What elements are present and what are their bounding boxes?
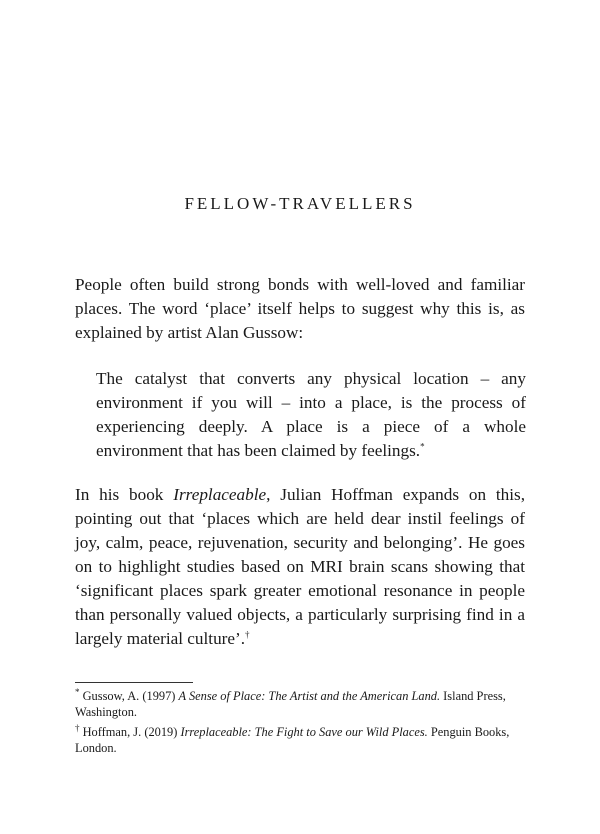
quote-text: The catalyst that converts any physical location – any environment if you will – into a place, is the process of experiencing deeply. A place is a piece of a whole environment that has been claimed by feelings. <box>96 369 526 460</box>
footnote-2 <box>75 724 527 756</box>
footnotes <box>75 688 527 758</box>
footnote-work: A Sense of Place: The Artist and the American Land. <box>178 689 441 703</box>
footnote-author: Hoffman, J. (2019) <box>79 725 181 739</box>
footnote-mark: * <box>75 686 80 697</box>
footnote-author: Gussow, A. (1997) <box>79 689 179 703</box>
book-title: Irreplaceable <box>173 485 267 504</box>
footnote-publisher: Island Press, Washington. <box>75 689 506 719</box>
body-paragraph-2 <box>75 483 525 651</box>
footnote-ref-dagger: † <box>245 629 250 640</box>
footnote-divider <box>75 682 193 683</box>
para2-rest: , Julian Hoffman expands on this, pointing out that ‘places which are held dear instil feelings of joy, calm, peace, rejuvenation, security and belonging’. He goes on to highlight studies based on MRI brain scans showing that ‘significant places spark greater emotional resonance in people than personally valued objects, a particularly surprising find in a largely material culture’. <box>75 485 525 648</box>
footnote-ref-asterisk: * <box>420 441 425 452</box>
body-paragraph-1: People often build strong bonds with well-loved and familiar places. The word ‘place’ itself helps to suggest why this is, as explained by artist Alan Gussow: <box>75 275 525 342</box>
footnote-1 <box>75 688 527 720</box>
footnote-work: Irreplaceable: The Fight to Save our Wild Places. <box>180 725 428 739</box>
footnote-mark: † <box>75 722 80 733</box>
block-quote <box>96 367 526 463</box>
para2-lead: In his book <box>75 485 174 504</box>
chapter-title: FELLOW-TRAVELLERS <box>184 194 416 214</box>
footnote-publisher: Penguin Books, London. <box>75 725 510 755</box>
